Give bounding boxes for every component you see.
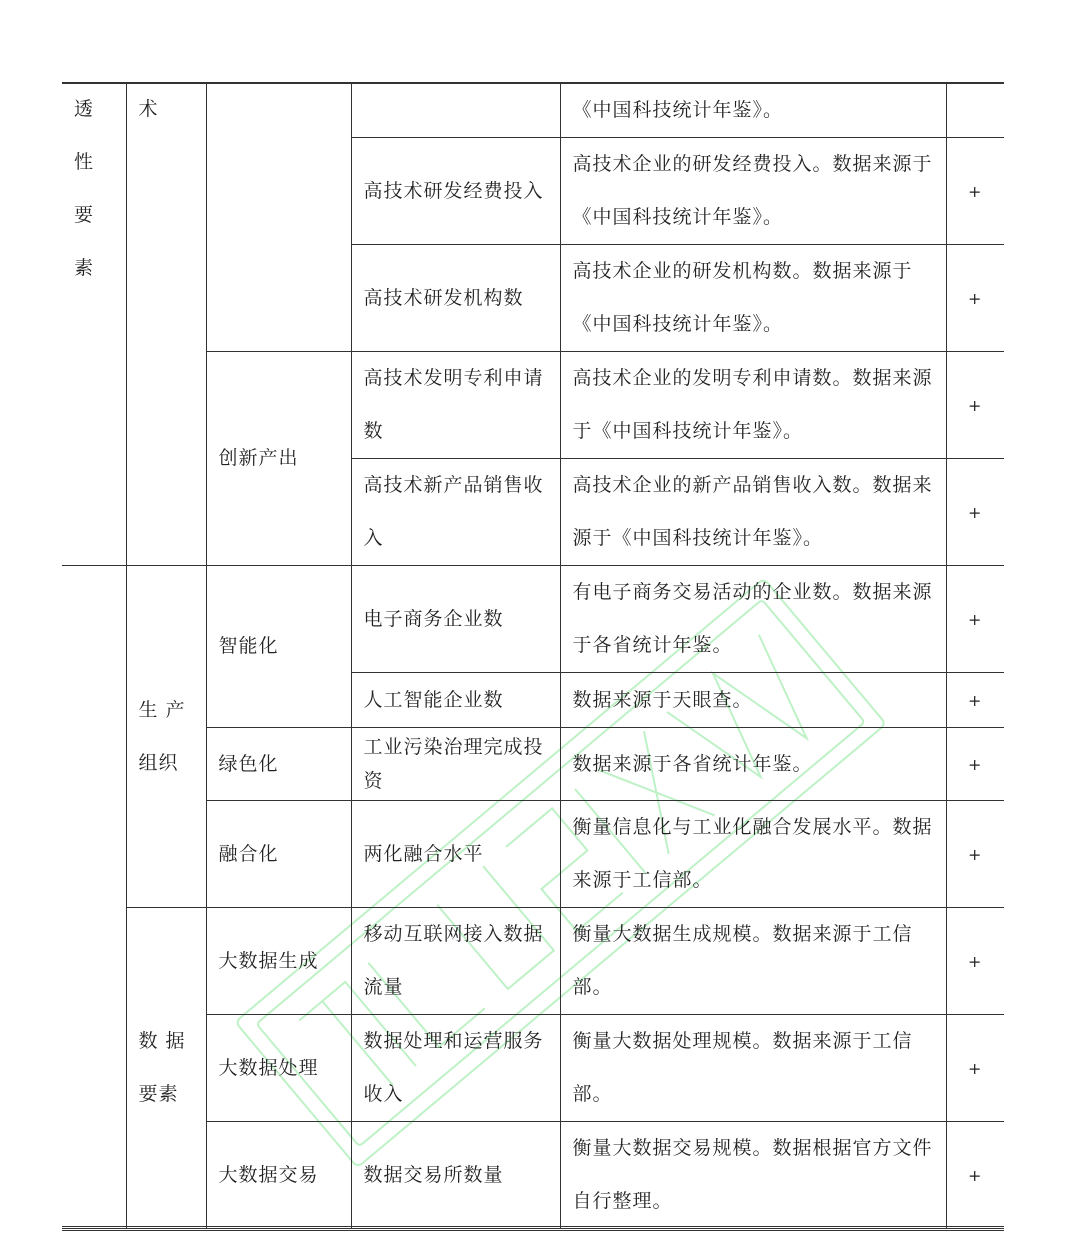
sign-cell: +	[946, 673, 1004, 728]
indicator-cell: 高技术研发机构数	[351, 245, 560, 352]
indicator-table	[62, 82, 1004, 1229]
factor-production-organization: 生 产 组织	[126, 566, 206, 908]
sign-cell: +	[946, 352, 1004, 459]
desc-cell: 高技术企业的研发机构数。数据来源于 《中国科技统计年鉴》。	[560, 245, 946, 352]
sign-cell	[946, 83, 1004, 138]
desc-cell: 衡量信息化与工业化融合发展水平。数据 来源于工信部。	[560, 801, 946, 908]
sign-cell: +	[946, 138, 1004, 245]
indicator-cell: 移动互联网接入数据 流量	[351, 908, 560, 1015]
sub-factor-green: 绿色化	[206, 728, 351, 801]
sign-cell: +	[946, 566, 1004, 673]
desc-cell: 有电子商务交易活动的企业数。数据来源 于各省统计年鉴。	[560, 566, 946, 673]
sub-factor-innovation-output: 创新产出	[206, 352, 351, 566]
dimension-cell-empty	[62, 566, 126, 1229]
table-row	[62, 566, 1004, 673]
sign-cell: +	[946, 728, 1004, 801]
indicator-cell: 工业污染治理完成投 资	[351, 728, 560, 801]
sub-factor-fusion: 融合化	[206, 801, 351, 908]
sub-factor-bigdata-generation: 大数据生成	[206, 908, 351, 1015]
sign-cell: +	[946, 1122, 1004, 1229]
sign-cell: +	[946, 1015, 1004, 1122]
desc-cell: 高技术企业的发明专利申请数。数据来源 于《中国科技统计年鉴》。	[560, 352, 946, 459]
indicator-cell: 数据处理和运营服务 收入	[351, 1015, 560, 1122]
table-bottom-rule	[62, 1226, 1004, 1231]
sub-factor-bigdata-processing: 大数据处理	[206, 1015, 351, 1122]
table-row	[62, 908, 1004, 1015]
desc-cell: 《中国科技统计年鉴》。	[560, 83, 946, 138]
indicator-cell: 高技术新产品销售收 入	[351, 459, 560, 566]
dimension-cell-continued: 透 性 要 素	[62, 83, 126, 566]
sign-cell: +	[946, 801, 1004, 908]
sign-cell: +	[946, 459, 1004, 566]
indicator-cell: 两化融合水平	[351, 801, 560, 908]
desc-cell: 高技术企业的新产品销售收入数。数据来 源于《中国科技统计年鉴》。	[560, 459, 946, 566]
desc-cell: 衡量大数据交易规模。数据根据官方文件 自行整理。	[560, 1122, 946, 1229]
indicator-cell: 人工智能企业数	[351, 673, 560, 728]
sign-cell: +	[946, 245, 1004, 352]
indicator-cell: 电子商务企业数	[351, 566, 560, 673]
desc-cell: 高技术企业的研发经费投入。数据来源于 《中国科技统计年鉴》。	[560, 138, 946, 245]
sub-factor-bigdata-trading: 大数据交易	[206, 1122, 351, 1229]
sub-factor-intelligent: 智能化	[206, 566, 351, 728]
indicator-cell: 数据交易所数量	[351, 1122, 560, 1229]
factor-cell-continued: 术	[126, 83, 206, 566]
desc-cell: 数据来源于天眼查。	[560, 673, 946, 728]
table-row	[62, 83, 1004, 138]
desc-cell: 衡量大数据处理规模。数据来源于工信 部。	[560, 1015, 946, 1122]
sub-factor-cell-empty	[206, 83, 351, 352]
indicator-cell: 高技术发明专利申请 数	[351, 352, 560, 459]
desc-cell: 数据来源于各省统计年鉴。	[560, 728, 946, 801]
sign-cell: +	[946, 908, 1004, 1015]
factor-data-elements: 数 据 要素	[126, 908, 206, 1229]
indicator-cell	[351, 83, 560, 138]
indicator-cell: 高技术研发经费投入	[351, 138, 560, 245]
desc-cell: 衡量大数据生成规模。数据来源于工信 部。	[560, 908, 946, 1015]
